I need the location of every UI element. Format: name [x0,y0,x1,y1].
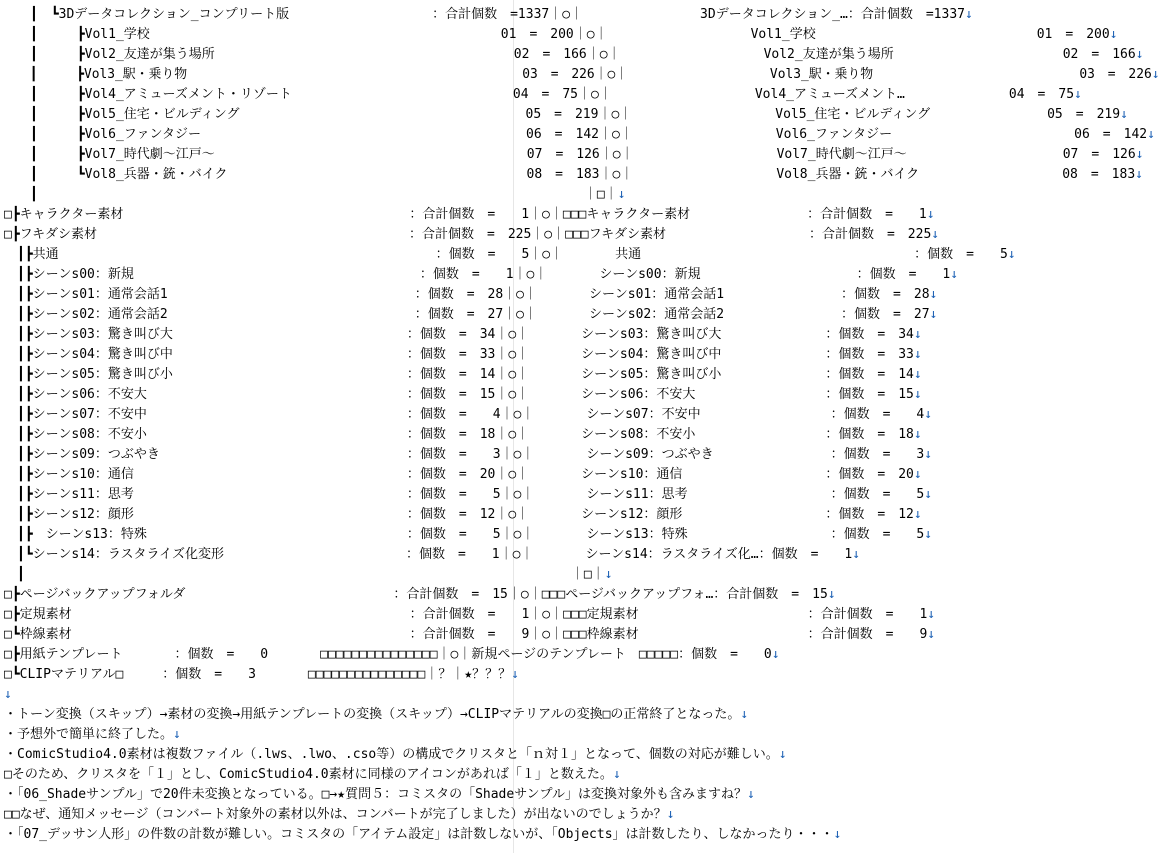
line-text: □┣用紙テンプレート ：個数 = 0 □□□□□□□□□□□□□□□｜○｜新規ページのテンプレート □□□□□：個数 = 0 [4,647,772,662]
text-line[interactable] [4,45,1144,65]
line-text: ┃ ┣Vol4_アミューズメント・リゾート 04 = 75｜○｜ Vol4_アミューズメント… 04 = 75 [4,87,1075,102]
text-line[interactable] [4,825,841,845]
line-break-mark: ↓ [913,507,922,522]
line-break-mark: ↓ [1120,107,1128,122]
line-text: □┣キャラクター素材 ：合計個数 = 1｜○｜□□□キャラクター素材 ：合計個数 = 1 [4,207,927,222]
line-break-mark: ↓ [924,407,933,422]
line-text: ┃ ｜□｜ [4,187,618,202]
line-break-mark: ↓ [913,427,922,442]
line-text: ┃┣シーンs02：通常会話2 ：個数 = 27｜○｜ シーンs02：通常会話2 ：個数 = 27 [4,307,930,322]
line-break-mark: ↓ [924,527,933,542]
text-line[interactable] [4,625,935,645]
text-line[interactable] [4,25,1118,45]
line-break-mark: ↓ [913,387,922,402]
line-break-mark: ↓ [740,707,749,722]
line-text: ┃┣シーンs05：驚き叫び小 ：個数 = 14｜○｜ シーンs05：驚き叫び小 ：個数 = 14 [4,367,914,382]
line-text: ┃┣シーンs11：思考 ：個数 = 5｜○｜ シーンs11：思考 ：個数 = 5 [4,487,925,502]
line-text: ┃┗シーンs14：ラスタライズ化変形 ：個数 = 1｜○｜ シーンs14：ラスタライズ化…：個数 = 1 [4,547,853,562]
text-line[interactable] [4,485,932,505]
text-line[interactable] [4,665,519,685]
line-text: ┃┣ シーンs13：特殊 ：個数 = 5｜○｜ シーンs13：特殊 ：個数 = 5 [4,527,925,542]
line-break-mark: ↓ [929,307,938,322]
line-break-mark: ↓ [833,827,842,842]
text-line[interactable] [4,265,958,285]
line-text: ・トーン変換（スキップ）→素材の変換→用紙テンプレートの変換（スキップ）→CLIPマテリアルの変換□の正常終了となった。 [4,707,741,722]
line-break-mark: ↓ [964,7,973,22]
line-break-mark: ↓ [4,687,12,702]
line-text: □□なぜ、通知メッセージ（コンバート対象外の素材以外は、コンバートが完了しました）が出ないのでしょうか？ [4,807,667,822]
line-text: □┗CLIPマテリアル□ ：個数 = 3 □□□□□□□□□□□□□□□｜？｜★？？？ [4,667,512,682]
line-text: ┃┣シーンs09：つぶやき ：個数 = 3｜○｜ シーンs09：つぶやき ：個数 = 3 [4,447,925,462]
line-break-mark: ↓ [913,367,922,382]
line-text: ┃ ┣Vol7_時代劇〜江戸〜 07 = 126｜○｜ Vol7_時代劇〜江戸〜 07 = 126 [4,147,1136,162]
text-line[interactable] [4,105,1128,125]
line-text: ・「07_デッサン人形」の件数の計数が難しい。コミスタの「アイテム設定」は計数しないが、「Objects」は計数したり、しなかったり・・・ [4,827,834,842]
text-line[interactable] [4,185,625,205]
line-break-mark: ↓ [924,487,933,502]
line-break-mark: ↓ [931,227,940,242]
text-line[interactable] [4,745,787,765]
line-break-mark: ↓ [1135,47,1144,62]
line-text: ┃┣シーンs07：不安中 ：個数 = 4｜○｜ シーンs07：不安中 ：個数 = 4 [4,407,925,422]
line-text: ┃ ┣Vol5_住宅・ビルディング 05 = 219｜○｜ Vol5_住宅・ビルディング 05 = 219 [4,107,1121,122]
line-break-mark: ↓ [604,567,613,582]
line-break-mark: ↓ [617,187,626,202]
text-line[interactable] [4,465,922,485]
line-text: ・ComicStudio4.0素材は複数ファイル（.lws、.lwo、.cso等）の構成でクリスタと「ｎ対１」となって、個数の対応が難しい。 [4,747,779,762]
text-line[interactable] [4,445,932,465]
line-break-mark: ↓ [950,267,959,282]
text-line[interactable] [4,405,932,425]
text-line[interactable] [4,705,748,725]
line-text: ┃ ┗Vol8_兵器・銃・バイク 08 = 183｜○｜ Vol8_兵器・銃・バイク 08 = 183 [4,167,1136,182]
text-line[interactable] [4,725,181,745]
line-text: ┃┣シーンs04：驚き叫び中 ：個数 = 33｜○｜ シーンs04：驚き叫び中 ：個数 = 33 [4,347,914,362]
line-break-mark: ↓ [924,447,933,462]
line-text: ┃ ┣Vol2_友達が集う場所 02 = 166｜○｜ Vol2_友達が集う場所 02 = 166 [4,47,1136,62]
line-text: ・予想外で簡単に終了した。 [4,727,174,742]
line-break-mark: ↓ [1135,167,1143,182]
text-line[interactable] [4,525,932,545]
line-text: ┃ ｜□｜ [4,567,605,582]
text-line[interactable] [4,365,922,385]
line-break-mark: ↓ [612,767,621,782]
text-line[interactable] [4,545,860,565]
line-text: ┃┣シーンs00：新規 ：個数 = 1｜○｜ シーンs00：新規 ：個数 = 1 [4,267,951,282]
line-break-mark: ↓ [929,287,938,302]
line-break-mark: ↓ [852,547,861,562]
line-break-mark: ↓ [1151,67,1160,82]
line-text: □┣定規素材 ：合計個数 = 1｜○｜□□□定規素材 ：合計個数 = 1 [4,607,928,622]
line-text: ┃┣シーンs03：驚き叫び大 ：個数 = 34｜○｜ シーンs03：驚き叫び大 ：個数 = 34 [4,327,914,342]
line-text: ┃┣シーンs08：不安小 ：個数 = 18｜○｜ シーンs08：不安小 ：個数 = 18 [4,427,914,442]
line-break-mark: ↓ [778,747,787,762]
text-line[interactable] [4,305,937,325]
line-break-mark: ↓ [173,727,181,742]
line-text: ┃ ┣Vol3_駅・乗り物 03 = 226｜○｜ Vol3_駅・乗り物 03 = 226 [4,67,1152,82]
text-line[interactable] [4,645,780,665]
text-line[interactable] [4,5,973,25]
line-text: ┃┣シーンs10：通信 ：個数 = 20｜○｜ シーンs10：通信 ：個数 = 20 [4,467,914,482]
line-break-mark: ↓ [913,347,922,362]
line-text: □┣ページバックアップフォルダ ：合計個数 = 15｜○｜□□□ページバックアップフォ…：合計個数 = 15 [4,587,828,602]
line-text: □┣フキダシ素材 ：合計個数 = 225｜○｜□□□フキダシ素材 ：合計個数 = 225 [4,227,932,242]
line-break-mark: ↓ [1074,87,1082,102]
line-break-mark: ↓ [511,667,519,682]
line-text: ┃ ┗3Dデータコレクション_コンプリート版 ：合計個数 =1337｜○｜ 3Dデータコレクション_…：合計個数 =1337 [4,7,965,22]
line-break-mark: ↓ [913,327,922,342]
line-break-mark: ↓ [926,207,935,222]
text-line[interactable] [4,585,836,605]
line-break-mark: ↓ [747,787,755,802]
line-break-mark: ↓ [913,467,922,482]
line-break-mark: ↓ [1147,127,1155,142]
line-break-mark: ↓ [1007,247,1016,262]
text-line[interactable] [4,245,1016,265]
text-line[interactable] [4,145,1144,165]
line-break-mark: ↓ [927,607,936,622]
text-line[interactable] [4,805,675,825]
text-line[interactable] [4,165,1143,185]
text-line[interactable] [4,425,922,445]
text-line[interactable] [4,685,12,705]
line-text: □そのため、クリスタを「１」とし、ComicStudio4.0素材に同様のアイコンがあれば「１」と数えた。 [4,767,613,782]
text-line[interactable] [4,205,935,225]
text-line[interactable] [4,785,755,805]
line-text: □┗枠線素材 ：合計個数 = 9｜○｜□□□枠線素材 ：合計個数 = 9 [4,627,928,642]
line-text: ┃ ┣Vol1_学校 01 = 200｜○｜ Vol1_学校 01 = 200 [4,27,1110,42]
text-line[interactable] [4,385,922,405]
text-line[interactable] [4,765,621,785]
line-break-mark: ↓ [1109,27,1118,42]
line-break-mark: ↓ [771,647,780,662]
text-line[interactable] [4,565,612,585]
text-line[interactable] [4,225,939,245]
text-line[interactable] [4,325,922,345]
line-break-mark: ↓ [927,627,936,642]
line-text: ┃┣シーンs12：顔形 ：個数 = 12｜○｜ シーンs12：顔形 ：個数 = 12 [4,507,914,522]
text-line[interactable] [4,345,922,365]
line-text: ・「06_Shadeサンプル」で20件未変換となっている。□→★質問５：コミスタの「Shadeサンプル」は変換対象外も含みますね？ [4,787,748,802]
text-line[interactable] [4,85,1082,105]
line-text: ┃┣シーンs06：不安大 ：個数 = 15｜○｜ シーンs06：不安大 ：個数 = 15 [4,387,914,402]
text-line[interactable] [4,65,1159,85]
text-line[interactable] [4,125,1155,145]
text-line[interactable] [4,605,935,625]
text-line[interactable] [4,285,937,305]
line-break-mark: ↓ [1135,147,1144,162]
text-line[interactable] [4,505,922,525]
line-break-mark: ↓ [666,807,675,822]
line-text: ┃┣シーンs01：通常会話1 ：個数 = 28｜○｜ シーンs01：通常会話1 ：個数 = 28 [4,287,930,302]
line-text: ┃ ┣Vol6_ファンタジー 06 = 142｜○｜ Vol6_ファンタジー 06 = 142 [4,127,1148,142]
line-break-mark: ↓ [827,587,836,602]
line-text: ┃┣共通 ：個数 = 5｜○｜ 共通 ：個数 = 5 [4,247,1008,262]
